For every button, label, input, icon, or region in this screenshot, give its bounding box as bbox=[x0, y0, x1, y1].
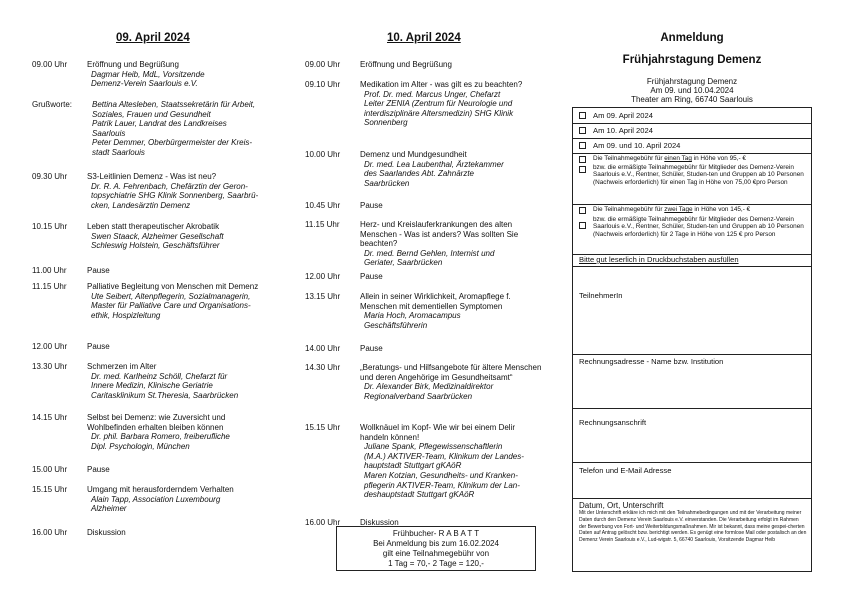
agenda-title: Pause bbox=[87, 266, 110, 275]
agenda-title: „Beratungs- und Hilfsangebote für ältere Menschen und deren Angehörige im Gesundheitsamt“ bbox=[360, 363, 542, 382]
agenda-speaker: interdisziplinäre Altersmedizin) SHG Klinik bbox=[364, 108, 514, 118]
agenda-time: 09.30 Uhr bbox=[32, 172, 68, 181]
agenda-speaker: Bettina Altesleben, Staatssekretärin für Arbeit, bbox=[92, 100, 256, 109]
agenda-time: Grußworte: bbox=[32, 100, 73, 109]
agenda-title: Diskussion bbox=[87, 528, 126, 537]
agenda-time: 14.00 Uhr bbox=[305, 344, 341, 353]
agenda-title: Pause bbox=[360, 272, 383, 281]
agenda-speaker: Demenz-Verein Saarlouis e.V. bbox=[91, 79, 198, 89]
fee-two-prefix: Die Teilnahmegebühr für bbox=[593, 206, 665, 213]
agenda-time: 13.15 Uhr bbox=[305, 292, 341, 301]
agenda-body bbox=[355, 220, 545, 268]
agenda-speaker: ethik, Hospizleitung bbox=[91, 310, 161, 320]
billing-address-field-label: Rechnungsanschrift bbox=[579, 418, 647, 427]
agenda-speaker: (M.A.) AKTIVER-Team, Klinikum der Landes- bbox=[364, 451, 524, 461]
agenda-item bbox=[305, 201, 545, 211]
print-note: Bitte gut leserlich in Druckbuchstaben ausfüllen bbox=[579, 255, 739, 264]
event-info-line: Theater am Ring, 66740 Saarlouis bbox=[631, 95, 753, 105]
registration-subtitle: Frühjahrstagung Demenz bbox=[622, 54, 762, 66]
agenda-time: 12.00 Uhr bbox=[32, 342, 68, 351]
agenda-item bbox=[32, 172, 272, 210]
agenda-time: 10.45 Uhr bbox=[305, 201, 341, 210]
agenda-item bbox=[32, 60, 272, 89]
fee-one-day-text bbox=[593, 155, 805, 162]
contact-field-label: Telefon und E-Mail Adresse bbox=[579, 466, 672, 475]
agenda-body bbox=[355, 363, 545, 401]
agenda-speaker: Geriater, Saarbrücken bbox=[364, 258, 443, 268]
agenda-title: Palliative Begleitung von Menschen mit Demenz bbox=[87, 282, 259, 291]
agenda-title: Diskussion bbox=[360, 518, 399, 527]
agenda-speaker: Alzheimer bbox=[91, 504, 127, 514]
agenda-time: 09.00 Uhr bbox=[305, 60, 341, 69]
agenda-speaker: Master für Palliative Care und Organisations- bbox=[91, 301, 251, 311]
agenda-speaker: des Saarlandes Abt. Zahnärzte bbox=[364, 169, 474, 179]
agenda-speaker: Maren Kotzian, Gesundheits- und Kranken- bbox=[364, 470, 518, 480]
agenda-speaker: Saarbrücken bbox=[364, 178, 410, 188]
rabatt-line: gilt eine Teilnahmegebühr von bbox=[382, 549, 490, 558]
agenda-time: 16.00 Uhr bbox=[305, 518, 341, 527]
agenda-title: Medikation im Alter - was gilt es zu beachten? bbox=[360, 80, 523, 89]
agenda-speaker: Dr. med. Bernd Gehlen, Internist und bbox=[364, 248, 495, 258]
billing-name-field-label: Rechnungsadresse - Name bzw. Institution bbox=[579, 357, 724, 366]
agenda-time: 11.00 Uhr bbox=[32, 266, 67, 275]
fee-one-em: einen Tag bbox=[664, 155, 692, 162]
agenda-speaker: Schleswig Holstein, Geschäftsführer bbox=[91, 241, 220, 251]
agenda-title: Pause bbox=[87, 342, 110, 351]
agenda-speaker: Swen Staack, Alzheimer Gesellschaft bbox=[91, 231, 224, 241]
agenda-speaker: Leiter ZENIA (Zentrum für Neurologie und bbox=[364, 99, 513, 109]
agenda-item bbox=[305, 344, 545, 354]
event-info-line: Frühjahrstagung Demenz bbox=[646, 77, 738, 86]
date-option-label: Am 10. April 2024 bbox=[593, 126, 653, 135]
fee-two-em: zwei Tage bbox=[664, 206, 693, 213]
agenda-title: Selbst bei Demenz: wie Zuversicht und Wohlbefinden erhalten bleiben können bbox=[87, 413, 226, 432]
agenda-speaker: Caritasklinikum St.Theresia, Saarbrücken bbox=[91, 390, 239, 400]
agenda-speaker: Patrik Lauer, Landrat des Landkreises bbox=[92, 119, 227, 129]
rabatt-line: Frühbucher- R A B A T T bbox=[392, 529, 480, 538]
agenda-item bbox=[305, 363, 545, 401]
agenda-item bbox=[32, 266, 272, 276]
agenda-speaker: Maria Hoch, Aromacampus bbox=[364, 311, 461, 321]
agenda-time: 15.00 Uhr bbox=[32, 465, 68, 474]
agenda-speaker: Juliane Spank, Pflegewissenschaftlerin bbox=[364, 442, 503, 452]
day1-header: 09. April 2024 bbox=[116, 32, 190, 44]
disclaimer-text: Mit der Unterschrift erkläre ich mich mit den Teilnahmebedingungen und mit der Verarbeitung meiner Daten durch den Demenz Verein Saarlouis e.V. einverstanden. Die Verarbeitung erfolgt im Rahmen der Bewerbung von Fort- und Weiterbildungsmaßnahmen. Mir ist bekannt, dass meine gespei-cherten Daten auf Antrag gelöscht bzw. berichtigt werden. Es genügt eine formlose Mail oder postalisch an den Demenz Verein Saarlouis e.V., Lud-wigstr. 5, 66740 Saarlouis, Vorsitzende Dagmar Heib bbox=[579, 510, 807, 544]
event-info bbox=[572, 77, 812, 105]
agenda-title: Pause bbox=[360, 344, 383, 353]
agenda-time: 09.10 Uhr bbox=[305, 80, 341, 89]
agenda-body bbox=[82, 342, 272, 352]
agenda-title: Schmerzen im Alter bbox=[87, 362, 157, 371]
agenda-title: Pause bbox=[360, 201, 383, 210]
agenda-speaker: topsychiatrie SHG Klinik Sonnenberg, Saarbrü- bbox=[91, 191, 259, 201]
participant-field-label: TeilnehmerIn bbox=[579, 291, 623, 300]
fee-two-suffix: in Höhe von 145,- € bbox=[692, 206, 751, 213]
rabatt-line: Bei Anmeldung bis zum 16.02.2024 bbox=[373, 539, 499, 548]
date-option-label: Am 09. und 10. April 2024 bbox=[593, 141, 681, 150]
agenda-item bbox=[305, 150, 545, 188]
agenda-body bbox=[82, 222, 272, 251]
agenda-time: 10.00 Uhr bbox=[305, 150, 341, 159]
agenda-speaker: Peter Demmer, Oberbürgermeister der Kreis- bbox=[92, 138, 253, 148]
agenda-body bbox=[355, 150, 545, 188]
agenda-time: 09.00 Uhr bbox=[32, 60, 68, 69]
agenda-speaker: Alain Tapp, Association Luxembourg bbox=[91, 494, 221, 504]
agenda-title: Eröffnung und Begrüßung bbox=[360, 60, 452, 69]
agenda-body bbox=[82, 266, 272, 276]
agenda-item bbox=[32, 485, 272, 514]
agenda-title: Herz- und Kreislauferkrankungen des alten Menschen - Was ist anders? Was sollten Sie beachten? bbox=[360, 220, 519, 249]
date-checkbox[interactable] bbox=[579, 112, 586, 119]
agenda-speaker: Geschäftsführerin bbox=[364, 320, 428, 330]
agenda-speaker: stadt Saarlouis bbox=[92, 147, 145, 157]
agenda-item bbox=[305, 60, 545, 70]
agenda-speaker: Prof. Dr. med. Marcus Unger, Chefarzt bbox=[364, 89, 501, 99]
agenda-speaker: pflegerin AKTIVER-Team, Klinikum der Lan- bbox=[364, 480, 520, 490]
agenda-title: Allein in seiner Wirklichkeit, Aromapflege f. Menschen mit dementiellen Symptomen bbox=[360, 292, 511, 311]
agenda-body bbox=[82, 528, 272, 538]
agenda-body bbox=[355, 344, 545, 354]
agenda-time: 11.15 Uhr bbox=[305, 220, 340, 229]
agenda-body bbox=[82, 362, 272, 400]
agenda-speaker: Innere Medizin, Klinische Geriatrie bbox=[91, 381, 213, 391]
agenda-time: 13.30 Uhr bbox=[32, 362, 68, 371]
agenda-body bbox=[82, 282, 272, 320]
date-checkbox[interactable] bbox=[579, 127, 586, 134]
agenda-speaker: Regionalverband Saarbrücken bbox=[364, 391, 473, 401]
fee-two-days-text bbox=[593, 206, 805, 213]
event-info-line: Am 09. und 10.04.2024 bbox=[650, 86, 734, 96]
agenda-body bbox=[82, 465, 272, 475]
agenda-title: Umgang mit herausforderndem Verhalten bbox=[87, 485, 234, 494]
signature-label: Datum, Ort, Unterschrift bbox=[579, 501, 664, 510]
agenda-body bbox=[82, 413, 272, 451]
agenda-body bbox=[355, 423, 545, 500]
fee-two-days-checkbox[interactable] bbox=[579, 207, 586, 214]
agenda-speaker: Soziales, Frauen und Gesundheit bbox=[92, 109, 211, 119]
agenda-title: Pause bbox=[87, 465, 110, 474]
agenda-item bbox=[32, 362, 272, 400]
agenda-speaker: Dr. med. Karlheinz Schöll, Chefarzt für bbox=[91, 371, 228, 381]
agenda-speaker: Dr. Alexander Birk, Medizinaldirektor bbox=[364, 382, 494, 392]
fee-one-prefix: Die Teilnahmegebühr für bbox=[593, 155, 665, 162]
fee-one-suffix: in Höhe von 95,- € bbox=[691, 155, 746, 162]
agenda-time: 15.15 Uhr bbox=[32, 485, 68, 494]
agenda-item bbox=[32, 528, 272, 538]
agenda-body bbox=[355, 201, 545, 211]
agenda-speaker: Dr. R. A. Fehrenbach, Chefärztin der Geron- bbox=[91, 181, 248, 191]
fee-one-day-reduced-checkbox[interactable] bbox=[579, 166, 586, 173]
registration-title: Anmeldung bbox=[660, 32, 724, 44]
agenda-item bbox=[32, 465, 272, 475]
rabatt-line: 1 Tag = 70,- 2 Tage = 120,- bbox=[388, 559, 484, 568]
agenda-speaker: Sonnenberg bbox=[364, 118, 408, 128]
agenda-time: 14.30 Uhr bbox=[305, 363, 341, 372]
agenda-item bbox=[305, 272, 545, 282]
agenda-body bbox=[82, 172, 272, 210]
agenda-item bbox=[305, 80, 545, 128]
day2-header: 10. April 2024 bbox=[387, 32, 461, 44]
agenda-body bbox=[82, 485, 272, 514]
agenda-speaker: cken, Landesärztin Demenz bbox=[91, 200, 191, 210]
agenda-time: 12.00 Uhr bbox=[305, 272, 341, 281]
agenda-title: S3-Leitlinien Demenz - Was ist neu? bbox=[87, 172, 217, 181]
agenda-speaker: Saarlouis bbox=[92, 128, 126, 138]
agenda-speaker: hauptstadt Stuttgart gKAöR bbox=[364, 461, 462, 471]
agenda-body bbox=[355, 60, 545, 70]
agenda-time: 10.15 Uhr bbox=[32, 222, 68, 231]
billing-name-field[interactable] bbox=[573, 367, 811, 408]
fee-two-days-reduced-checkbox[interactable] bbox=[579, 222, 586, 229]
agenda-item bbox=[305, 292, 545, 330]
agenda-body bbox=[82, 100, 272, 158]
fee-two-days-reduced-text: bzw. die ermäßigte Teilnahmegebühr für Mitglieder des Demenz-Verein Saarlouis e.V., Rentner, Schüler, Studen-ten und Gruppen ab 10 Personen (Nachweis erforderlich) für 2 Tage in Höhe von 125 € pro Person bbox=[593, 216, 804, 238]
agenda-item bbox=[305, 220, 545, 268]
agenda-speaker: deshauptstadt Stuttgart gKAöR bbox=[364, 490, 475, 500]
agenda-speaker: Dr. med. Lea Laubenthal, Ärztekammer bbox=[364, 159, 504, 169]
agenda-speaker: Dipl. Psychologin, München bbox=[91, 441, 190, 451]
agenda-item bbox=[32, 222, 272, 251]
agenda-time: 15.15 Uhr bbox=[305, 423, 341, 432]
rabatt-box bbox=[336, 526, 536, 571]
agenda-time: 16.00 Uhr bbox=[32, 528, 68, 537]
participant-field[interactable] bbox=[573, 302, 811, 354]
billing-address-field[interactable] bbox=[573, 428, 811, 462]
agenda-body bbox=[355, 292, 545, 330]
agenda-time: 11.15 Uhr bbox=[32, 282, 67, 291]
agenda-item bbox=[32, 282, 272, 320]
agenda-title: Leben statt therapeutischer Akrobatik bbox=[87, 222, 220, 231]
agenda-item bbox=[32, 413, 272, 451]
fee-one-day-checkbox[interactable] bbox=[579, 156, 586, 163]
agenda-body bbox=[355, 80, 545, 128]
agenda-body bbox=[355, 272, 545, 282]
agenda-body bbox=[82, 60, 272, 89]
agenda-speaker: Dagmar Heib, MdL, Vorsitzende bbox=[91, 69, 205, 79]
agenda-speaker: Ute Seibert, Altenpflegerin, Sozialmanagerin, bbox=[91, 291, 251, 301]
agenda-item bbox=[305, 423, 545, 500]
agenda-item bbox=[32, 342, 272, 352]
date-option-label: Am 09. April 2024 bbox=[593, 111, 653, 120]
agenda-time: 14.15 Uhr bbox=[32, 413, 68, 422]
agenda-title: Eröffnung und Begrüßung bbox=[87, 60, 179, 69]
fee-one-day-reduced-text: bzw. die ermäßigte Teilnahmegebühr für Mitglieder des Demenz-Verein Saarlouis e.V., Rentner, Schüler, Studen-ten und Gruppen ab 10 Personen (Nachweis erforderlich) für einen Tag in Höhe von 75,00 €pro Person bbox=[593, 164, 804, 186]
date-checkbox[interactable] bbox=[579, 142, 586, 149]
agenda-item bbox=[32, 100, 272, 158]
agenda-title: Wollknäuel im Kopf- Wie wir bei einem Delir handeln können! bbox=[360, 423, 516, 442]
agenda-speaker: Dr. phil. Barbara Romero, freiberufliche bbox=[91, 432, 230, 442]
registration-form bbox=[572, 107, 812, 572]
agenda-title: Demenz und Mundgesundheit bbox=[360, 150, 467, 159]
